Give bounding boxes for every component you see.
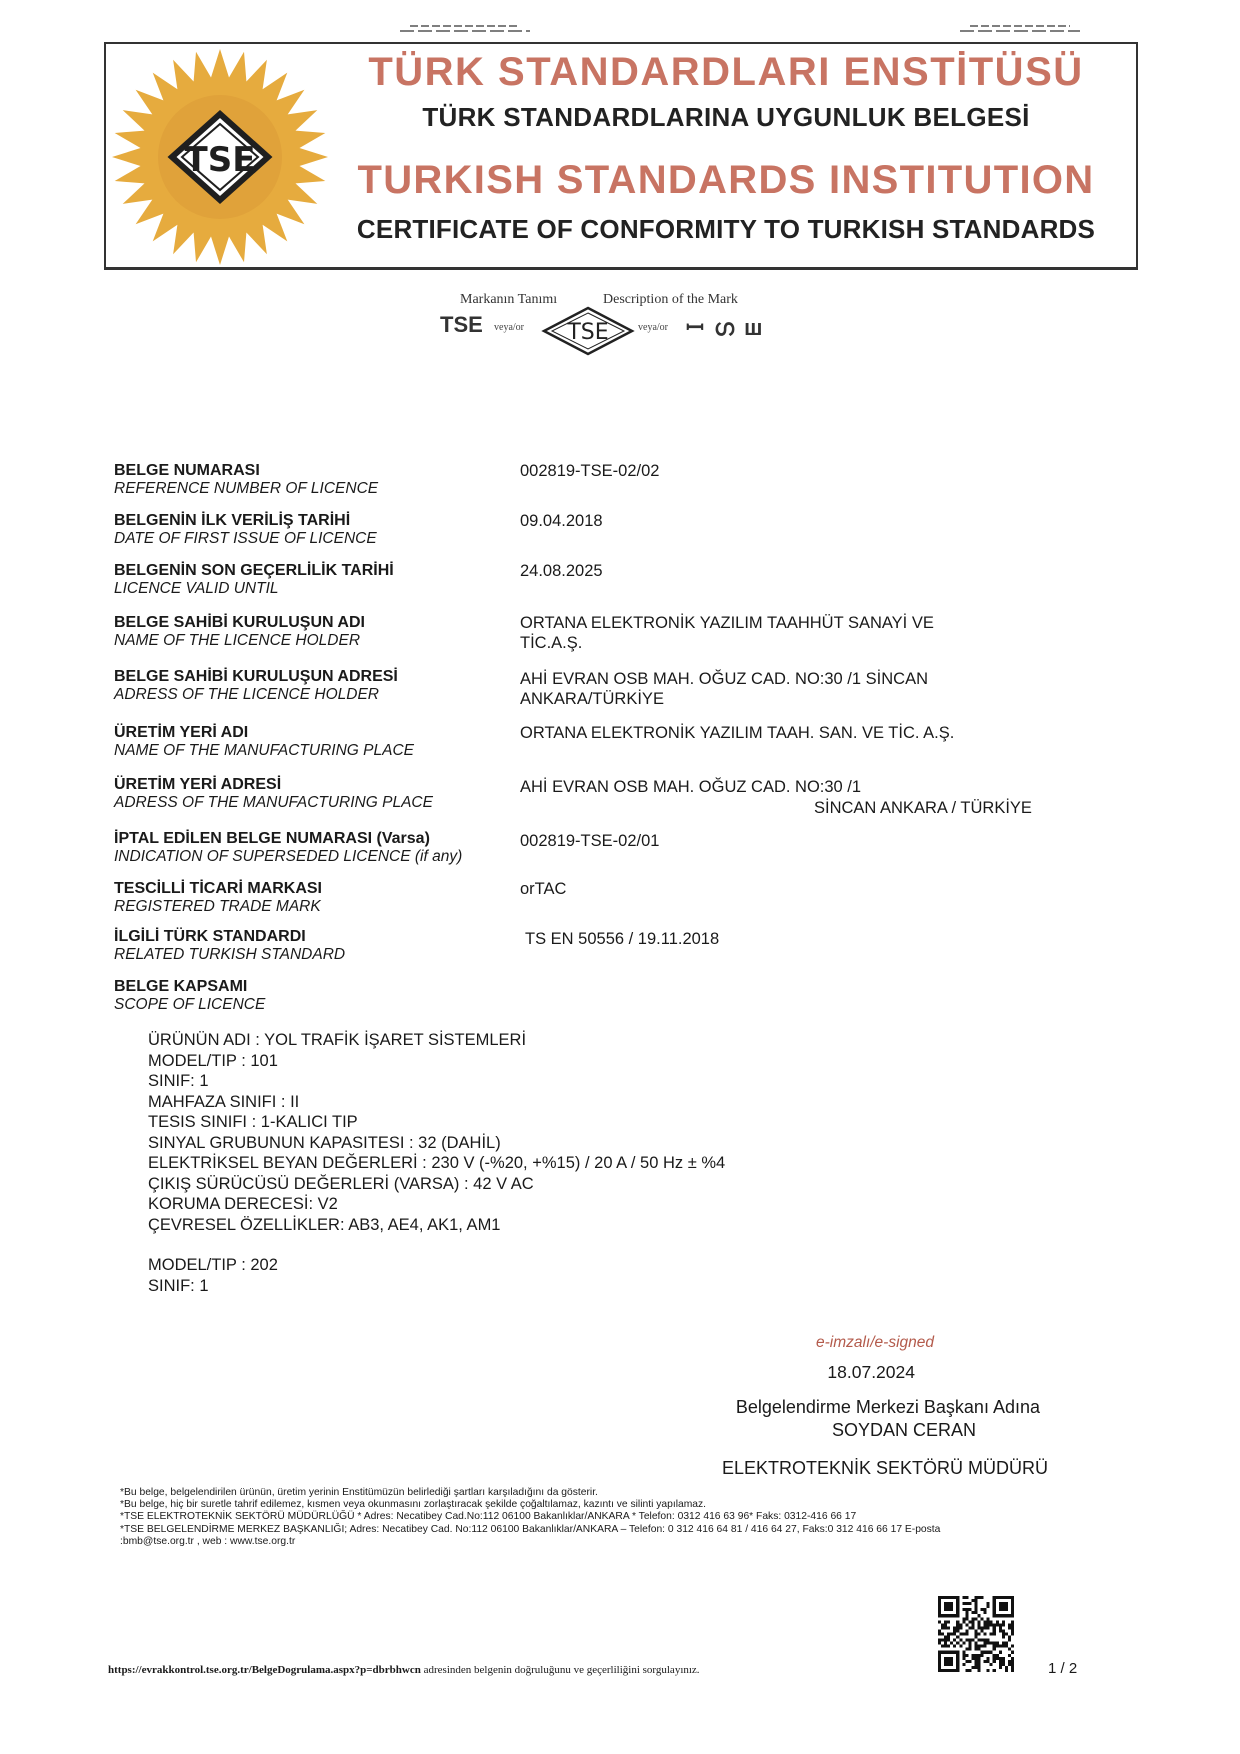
field-value: TİC.A.Ş. bbox=[520, 634, 583, 652]
scope-line: ÜRÜNÜN ADI : YOL TRAFİK İŞARET SİSTEMLERİ bbox=[148, 1031, 527, 1049]
field-label-en: REFERENCE NUMBER OF LICENCE bbox=[114, 480, 379, 497]
mark-or-text-2: veya/or bbox=[638, 322, 668, 333]
field-label-en: RELATED TURKISH STANDARD bbox=[114, 946, 346, 963]
scope-line: SINIF: 1 bbox=[148, 1276, 209, 1295]
field-label-en: LICENCE VALID UNTIL bbox=[114, 580, 279, 597]
note-line: *TSE BELGELENDİRME MERKEZ BAŞKANLIĞI; Adres: Necatibey Cad. No:112 06100 Bakanlıklar/ANKARA – Telefon: 0 312 416 64 81 / 416 64 27, Faks:0 312 416 66 17 E-posta bbox=[120, 1523, 941, 1535]
note-line: *TSE ELEKTROTEKNİK SEKTÖRÜ MÜDÜRLÜĞÜ * Adres: Necatibey Cad.No:112 06100 Bakanlıklar/ANKARA * Telefon: 0312 416 63 96* Faks: 0312-416 66 17 bbox=[120, 1511, 857, 1523]
signature-on-behalf: Belgelendirme Merkezi Başkanı Adına bbox=[735, 1397, 1040, 1417]
field-label-en: DATE OF FIRST ISSUE OF LICENCE bbox=[114, 530, 377, 547]
field-label-tr: BELGE SAHİBİ KURULUŞUN ADI bbox=[114, 614, 365, 631]
page-number: 1 / 2 bbox=[1048, 1660, 1078, 1677]
mark-logo-text: TSE bbox=[567, 320, 609, 345]
scope-line: SINYAL GRUBUNUN KAPASITESI : 32 (DAHİL) bbox=[148, 1133, 501, 1152]
field-label-tr: BELGE SAHİBİ KURULUŞUN ADRESİ bbox=[114, 668, 398, 685]
scope-line: ÇIKIŞ SÜRÜCÜSÜ DEĞERLERİ (VARSA) : 42 V AC bbox=[148, 1174, 534, 1193]
field-value: ORTANA ELEKTRONİK YAZILIM TAAHHÜT SANAYİ VE bbox=[520, 614, 934, 632]
field-holder-address bbox=[114, 668, 398, 704]
institute-title-en: TURKISH STANDARDS INSTITUTION bbox=[357, 158, 1095, 202]
verification-link[interactable]: https://evrakkontrol.tse.org.tr/BelgeDogrulama.aspx?p=dbrbhwcn bbox=[108, 1664, 421, 1676]
field-label-tr: BELGE KAPSAMI bbox=[114, 978, 248, 995]
scope-line: ÇEVRESEL ÖZELLİKLER: AB3, AE4, AK1, AM1 bbox=[148, 1215, 501, 1234]
field-value: AHİ EVRAN OSB MAH. OĞUZ CAD. NO:30 /1 bbox=[520, 778, 862, 796]
field-holder-name bbox=[114, 614, 365, 650]
e-signed-label: e-imzalı/e-signed bbox=[815, 1334, 934, 1351]
field-label-tr: TESCİLLİ TİCARİ MARKASI bbox=[114, 880, 322, 897]
mark-tse-text: TSE bbox=[440, 312, 483, 337]
field-value: TS EN 50556 / 19.11.2018 bbox=[525, 930, 720, 948]
field-label-tr: İPTAL EDİLEN BELGE NUMARASI (Varsa) bbox=[114, 830, 430, 847]
certificate-subtitle-tr: TÜRK STANDARDLARINA UYGUNLUK BELGESİ bbox=[422, 102, 1030, 132]
field-value: 002819-TSE-02/01 bbox=[520, 832, 660, 850]
field-manufacturing-address bbox=[114, 776, 433, 812]
field-superseded-licence bbox=[114, 830, 462, 866]
mark-alt-text: ꟷ ഗ ш bbox=[686, 315, 765, 340]
scope-line: MODEL/TIP : 101 bbox=[148, 1051, 278, 1070]
scan-marks bbox=[0, 20, 1240, 36]
signature-date: 18.07.2024 bbox=[827, 1362, 915, 1382]
field-related-standard bbox=[114, 928, 345, 964]
field-value: SİNCAN ANKARA / TÜRKİYE bbox=[814, 799, 1032, 817]
field-label-en: SCOPE OF LICENCE bbox=[114, 996, 266, 1013]
field-label-tr: BELGE NUMARASI bbox=[114, 462, 260, 479]
certificate-header bbox=[104, 42, 1138, 270]
mark-label-en: Description of the Mark bbox=[603, 292, 738, 307]
tse-diamond-logo-icon bbox=[540, 306, 636, 356]
scope-line: TESIS SINIFI : 1-KALICI TIP bbox=[148, 1113, 358, 1131]
field-label-en: INDICATION OF SUPERSEDED LICENCE (if any) bbox=[114, 848, 463, 865]
institute-title-tr: TÜRK STANDARDLARI ENSTİTÜSÜ bbox=[368, 50, 1084, 94]
field-label-en: NAME OF THE MANUFACTURING PLACE bbox=[114, 742, 414, 759]
note-line: *Bu belge, belgelendirilen ürünün, üretim yerinin Enstitümüzün belirlediği şartları karşıladığını da gösterir. bbox=[120, 1487, 598, 1498]
field-value: 09.04.2018 bbox=[520, 512, 603, 530]
field-value: ORTANA ELEKTRONİK YAZILIM TAAH. SAN. VE TİC. A.Ş. bbox=[520, 724, 955, 742]
scope-line bbox=[148, 1235, 725, 1255]
field-valid-until bbox=[114, 562, 394, 598]
field-label-tr: ÜRETİM YERİ ADI bbox=[114, 724, 249, 741]
field-label-en: NAME OF THE LICENCE HOLDER bbox=[114, 632, 361, 649]
field-manufacturing-place bbox=[114, 724, 414, 760]
field-value: AHİ EVRAN OSB MAH. OĞUZ CAD. NO:30 /1 SİNCAN bbox=[520, 670, 928, 688]
scope-list bbox=[148, 1030, 725, 1296]
verification-footer bbox=[108, 1664, 700, 1676]
field-value: orTAC bbox=[520, 880, 567, 898]
mark-or-text: veya/or bbox=[494, 322, 524, 333]
field-label-tr: BELGENİN İLK VERİLİŞ TARİHİ bbox=[114, 512, 351, 529]
legal-notes bbox=[120, 1487, 940, 1548]
signatory-title: ELEKTROTEKNİK SEKTÖRÜ MÜDÜRÜ bbox=[721, 1458, 1048, 1478]
mark-description bbox=[0, 288, 1240, 378]
scope-line: KORUMA DERECESİ: V2 bbox=[148, 1195, 338, 1213]
certificate-subtitle-en: CERTIFICATE OF CONFORMITY TO TURKISH STANDARDS bbox=[356, 214, 1096, 244]
qr-code-icon[interactable] bbox=[938, 1596, 1014, 1672]
note-line: :bmb@tse.org.tr , web : www.tse.org.tr bbox=[120, 1535, 296, 1547]
mark-label-tr: Markanın Tanımı bbox=[460, 292, 558, 307]
field-value: ANKARA/TÜRKİYE bbox=[520, 690, 664, 708]
note-line: *Bu belge, hiç bir suretle tahrif edilemez, kısmen veya okunmasını zorlaştıracak şekilde çoğaltılamaz, kazıntı ve silinti yapılamaz. bbox=[120, 1499, 707, 1511]
field-label-tr: BELGENİN SON GEÇERLİLİK TARİHİ bbox=[114, 562, 394, 579]
tse-sunburst-seal-icon bbox=[110, 44, 330, 270]
field-reference-number bbox=[114, 462, 378, 498]
field-label-en: REGISTERED TRADE MARK bbox=[114, 898, 321, 915]
verification-text: adresinden belgenin doğruluğunu ve geçerliliğini sorgulayınız. bbox=[420, 1664, 700, 1676]
scope-line: ELEKTRİKSEL BEYAN DEĞERLERİ : 230 V (-%20, +%15) / 20 A / 50 Hz ± %4 bbox=[148, 1154, 726, 1172]
field-first-issue-date bbox=[114, 512, 377, 548]
field-trade-mark bbox=[114, 880, 322, 916]
field-label-en: ADRESS OF THE LICENCE HOLDER bbox=[114, 686, 379, 703]
scope-line: MODEL/TIP : 202 bbox=[148, 1256, 278, 1274]
signatory-name: SOYDAN CERAN bbox=[831, 1420, 976, 1440]
field-scope-of-licence bbox=[114, 978, 265, 1014]
seal-text: TSE bbox=[184, 140, 256, 180]
scope-line: MAHFAZA SINIFI : II bbox=[148, 1092, 300, 1111]
scope-line: SINIF: 1 bbox=[148, 1072, 209, 1090]
field-value: 002819-TSE-02/02 bbox=[520, 462, 660, 480]
field-label-tr: İLGİLİ TÜRK STANDARDI bbox=[114, 928, 306, 945]
field-value: 24.08.2025 bbox=[520, 562, 603, 580]
field-label-tr: ÜRETİM YERİ ADRESİ bbox=[114, 776, 282, 793]
field-label-en: ADRESS OF THE MANUFACTURING PLACE bbox=[114, 794, 433, 811]
